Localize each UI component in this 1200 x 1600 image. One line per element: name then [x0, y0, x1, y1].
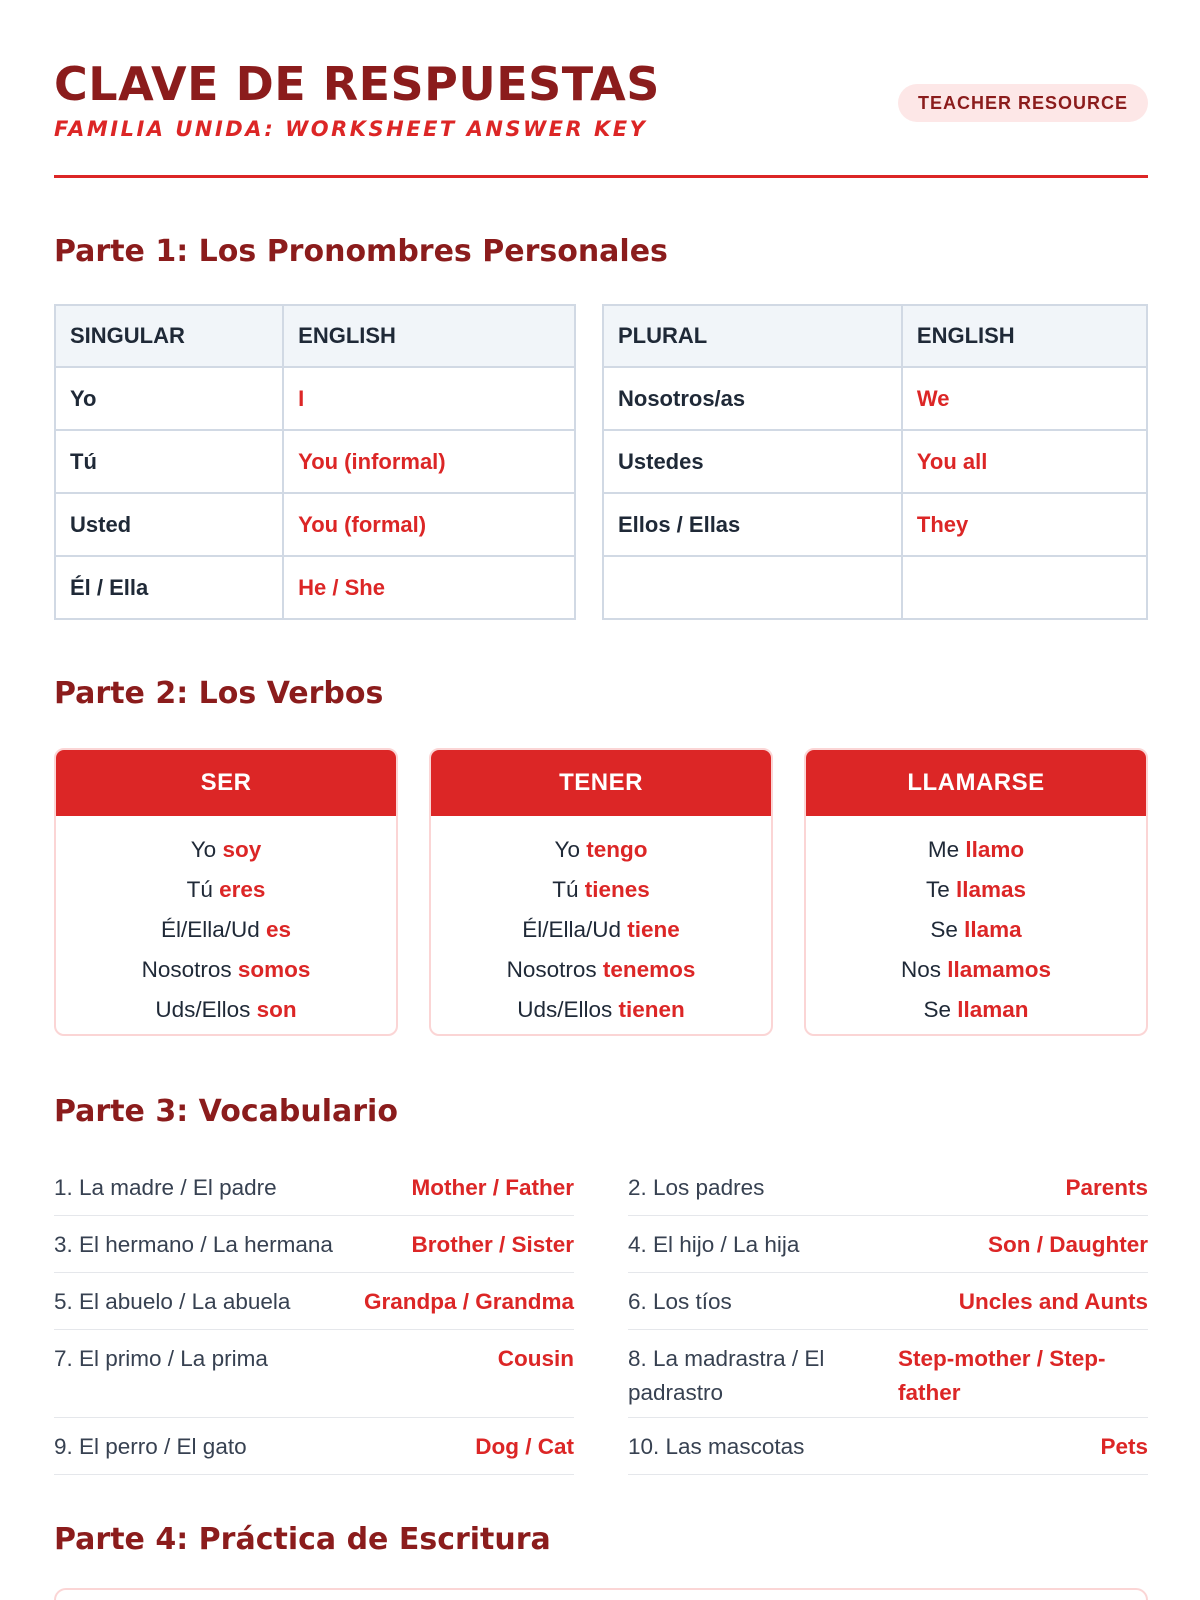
- pronoun-spanish: Nosotros/as: [603, 367, 902, 430]
- plural-pronoun-table: [602, 304, 1148, 620]
- part1-title: Parte 1: Los Pronombres Personales: [54, 234, 668, 269]
- vocabulary-column-left: [54, 1159, 574, 1475]
- pronoun-spanish: Usted: [55, 493, 283, 556]
- conjugation-form: tenemos: [602, 957, 696, 982]
- pronoun-english: I: [283, 367, 575, 430]
- conjugation-subject: Nosotros: [506, 957, 597, 982]
- verb-card-body: [431, 816, 771, 1030]
- part4-title: Parte 4: Práctica de Escritura: [54, 1522, 551, 1557]
- list-item: [628, 1418, 1148, 1475]
- conjugation-line: [806, 870, 1146, 910]
- pronoun-spanish: Yo: [55, 367, 283, 430]
- conjugation-subject: Yo: [554, 837, 580, 862]
- page-title: CLAVE DE RESPUESTAS: [54, 57, 660, 111]
- vocab-english: Step-mother / Step-father: [898, 1346, 1106, 1405]
- vocab-spanish: 6. Los tíos: [628, 1289, 732, 1314]
- verb-card-header: LLAMARSE: [806, 750, 1146, 816]
- conjugation-subject: Él/Ella/Ud: [160, 917, 260, 942]
- conjugation-form: llamamos: [947, 957, 1052, 982]
- conjugation-subject: Nosotros: [141, 957, 232, 982]
- conjugation-line: [56, 910, 396, 950]
- conjugation-line: [431, 950, 771, 990]
- conjugation-form: soy: [222, 837, 262, 862]
- table-row-empty: [603, 556, 1147, 619]
- conjugation-subject: Él/Ella/Ud: [522, 917, 621, 942]
- vocab-spanish: 2. Los padres: [628, 1175, 765, 1200]
- verb-card-body: [806, 816, 1146, 1030]
- conjugation-form: tienes: [584, 877, 650, 902]
- table-row: [55, 367, 575, 430]
- list-item: [54, 1418, 574, 1475]
- table-row: [603, 367, 1147, 430]
- pronoun-english: We: [902, 367, 1147, 430]
- vocab-spanish: 10. Las mascotas: [628, 1434, 805, 1459]
- conjugation-line: [56, 990, 396, 1030]
- list-item: [54, 1330, 574, 1418]
- vocab-english: Dog / Cat: [475, 1434, 574, 1459]
- conjugation-subject: Uds/Ellos: [155, 997, 251, 1022]
- conjugation-line: [806, 830, 1146, 870]
- vocab-spanish: 4. El hijo / La hija: [628, 1232, 800, 1257]
- conjugation-line: [431, 990, 771, 1030]
- conjugation-form: llamo: [965, 837, 1025, 862]
- table-row: [603, 493, 1147, 556]
- column-header-english: ENGLISH: [902, 305, 1147, 367]
- pronoun-spanish: Él / Ella: [55, 556, 283, 619]
- teacher-resource-badge: TEACHER RESOURCE: [898, 84, 1148, 122]
- conjugation-form: llaman: [957, 997, 1029, 1022]
- vocab-english: Grandpa / Grandma: [363, 1289, 574, 1314]
- list-item: [54, 1216, 574, 1273]
- vocab-english: Cousin: [497, 1346, 574, 1371]
- conjugation-form: llama: [964, 917, 1022, 942]
- conjugation-form: somos: [237, 957, 311, 982]
- vocab-english: Brother / Sister: [411, 1232, 574, 1257]
- table-row: [55, 430, 575, 493]
- conjugation-line: [806, 950, 1146, 990]
- vocab-spanish: 5. El abuelo / La abuela: [54, 1289, 291, 1314]
- part3-title: Parte 3: Vocabulario: [54, 1094, 398, 1129]
- pronoun-english: He / She: [283, 556, 575, 619]
- conjugation-subject: Se: [930, 917, 958, 942]
- conjugation-form: es: [266, 917, 292, 942]
- verb-cards: [54, 748, 1148, 1036]
- singular-pronoun-table: [54, 304, 576, 620]
- conjugation-line: [56, 870, 396, 910]
- page-subtitle: FAMILIA UNIDA: WORKSHEET ANSWER KEY: [54, 117, 648, 141]
- pronoun-spanish: Ellos / Ellas: [603, 493, 902, 556]
- conjugation-subject: Se: [923, 997, 951, 1022]
- verb-card-header: SER: [56, 750, 396, 816]
- conjugation-subject: Yo: [190, 837, 217, 862]
- page-header: [54, 0, 1148, 178]
- conjugation-form: tienen: [618, 997, 685, 1022]
- conjugation-line: [431, 910, 771, 950]
- conjugation-form: llamas: [955, 877, 1027, 902]
- list-item: [628, 1273, 1148, 1330]
- vocab-spanish: 7. El primo / La prima: [54, 1346, 268, 1371]
- pronoun-spanish: [603, 556, 902, 619]
- conjugation-form: tiene: [627, 917, 680, 942]
- verb-card-ser: [54, 748, 398, 1036]
- vocab-english: Mother / Father: [411, 1175, 574, 1200]
- verb-card-header: TENER: [431, 750, 771, 816]
- conjugation-form: tengo: [586, 837, 648, 862]
- vocab-english: Pets: [1100, 1434, 1148, 1459]
- conjugation-line: [806, 910, 1146, 950]
- conjugation-form: eres: [219, 877, 266, 902]
- vocab-english: Parents: [1065, 1175, 1148, 1200]
- table-row: [55, 556, 575, 619]
- pronoun-english: They: [902, 493, 1147, 556]
- list-item: [54, 1273, 574, 1330]
- pronoun-english: You (informal): [283, 430, 575, 493]
- vocab-english: Son / Daughter: [987, 1232, 1148, 1257]
- writing-practice-box: [54, 1588, 1148, 1600]
- conjugation-subject: Nos: [900, 957, 941, 982]
- verb-card-llamarse: [804, 748, 1148, 1036]
- pronoun-english: You (formal): [283, 493, 575, 556]
- conjugation-subject: Tú: [552, 877, 579, 902]
- conjugation-subject: Me: [927, 837, 960, 862]
- list-item: [628, 1330, 1148, 1418]
- vocab-spanish: 9. El perro / El gato: [54, 1434, 247, 1459]
- pronoun-spanish: Ustedes: [603, 430, 902, 493]
- list-item: [54, 1159, 574, 1216]
- conjugation-line: [806, 990, 1146, 1030]
- column-header-plural: PLURAL: [603, 305, 902, 367]
- answer-key-page: [54, 0, 1148, 1557]
- conjugation-line: [431, 870, 771, 910]
- conjugation-subject: Tú: [186, 877, 213, 902]
- conjugation-form: son: [256, 997, 297, 1022]
- vocab-spanish: 3. El hermano / La hermana: [54, 1232, 333, 1257]
- table-header-row: [603, 305, 1147, 367]
- conjugation-line: [56, 950, 396, 990]
- vocabulary-column-right: [628, 1159, 1148, 1475]
- verb-card-tener: [429, 748, 773, 1036]
- table-row: [603, 430, 1147, 493]
- column-header-singular: SINGULAR: [55, 305, 283, 367]
- column-header-english: ENGLISH: [283, 305, 575, 367]
- pronoun-spanish: Tú: [55, 430, 283, 493]
- list-item: [628, 1216, 1148, 1273]
- verb-card-body: [56, 816, 396, 1030]
- conjugation-line: [56, 830, 396, 870]
- table-header-row: [55, 305, 575, 367]
- pronoun-english: [902, 556, 1147, 619]
- conjugation-subject: Uds/Ellos: [517, 997, 613, 1022]
- table-row: [55, 493, 575, 556]
- vocab-english: Uncles and Aunts: [958, 1289, 1148, 1314]
- list-item: [628, 1159, 1148, 1216]
- part2-title: Parte 2: Los Verbos: [54, 676, 384, 711]
- conjugation-line: [431, 830, 771, 870]
- pronoun-english: You all: [902, 430, 1147, 493]
- vocab-spanish: 8. La madrastra / El padrastro: [628, 1346, 825, 1405]
- vocab-spanish: 1. La madre / El padre: [54, 1175, 277, 1200]
- conjugation-subject: Te: [925, 877, 950, 902]
